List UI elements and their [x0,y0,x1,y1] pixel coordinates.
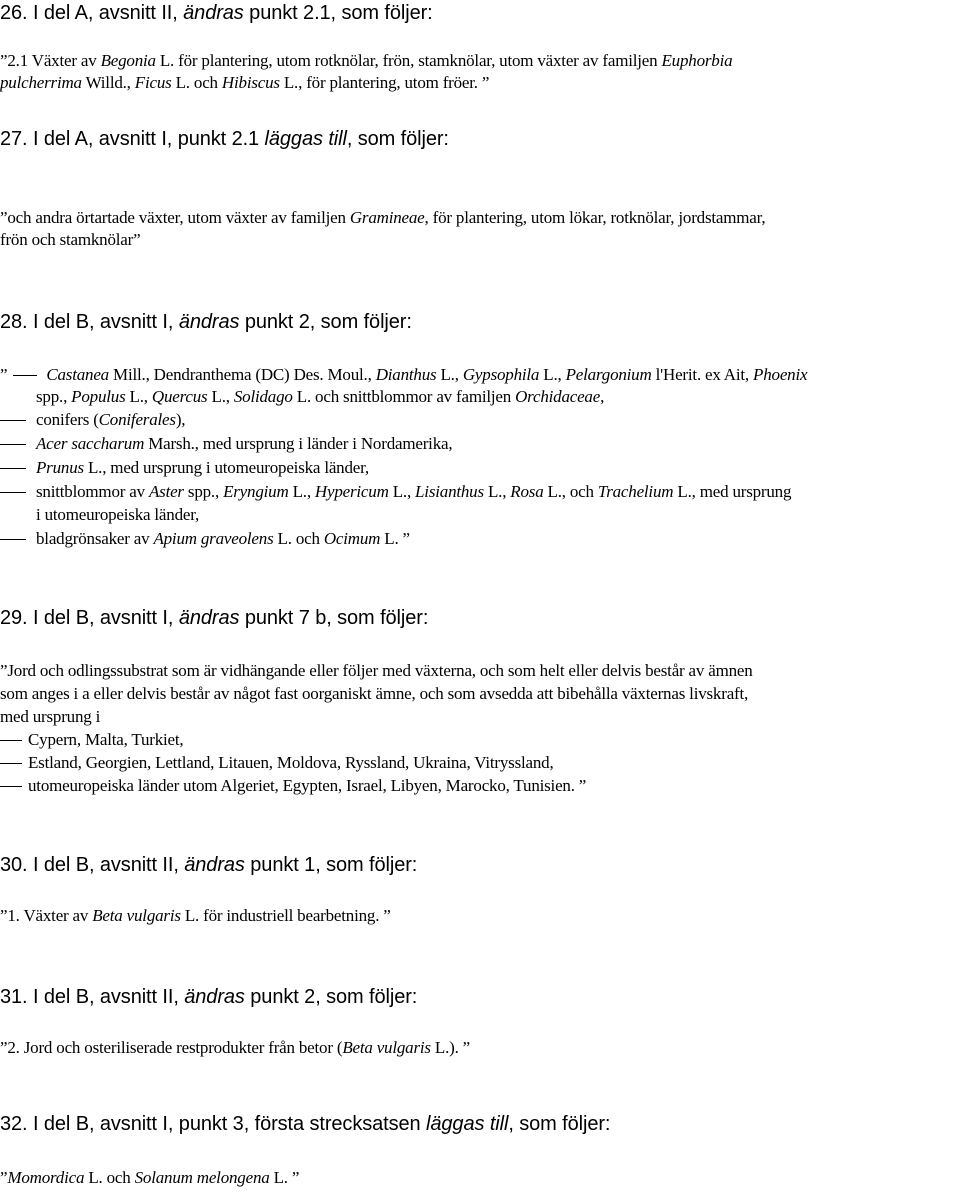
dash-mark [0,444,26,445]
section-31-heading: 31. I del B, avsnitt II, ändras punkt 2, som följer: [0,986,418,1008]
section-29-line-1: ”Jord och odlingssubstrat som är vidhängande eller följer med växterna, och som helt eller delvis består av ämnen [0,661,753,680]
dash-mark [0,492,26,493]
section-26-line-1: ”2.1 Växter av Begonia L. för plantering, utom rotknölar, frön, stamknölar, utom växter av familjen Euphorbia [0,51,733,70]
section-29-line-2: som anges i a eller delvis består av något fast oorganiskt ämne, och som avsedda att bibehålla växternas livskraft, [0,684,749,703]
section-26-line-2: pulcherrima Willd., Ficus L. och Hibiscus L., för plantering, utom fröer. ” [0,73,490,92]
section-29-dash-1: Cypern, Malta, Turkiet, [0,730,183,750]
section-30-heading: 30. I del B, avsnitt II, ändras punkt 1, som följer: [0,854,418,876]
section-28-item-5: snittblommor av Aster spp., Eryngium L., Hypericum L., Lisianthus L., Rosa L., och Trachelium L., med ursprung [0,482,791,502]
section-29-line-3: med ursprung i [0,707,101,726]
dash-mark [0,539,26,540]
section-28-item-6: bladgrönsaker av Apium graveolens L. och Ocimum L. ” [0,529,410,549]
section-28-item-4: Prunus L., med ursprung i utomeuropeiska länder, [0,458,369,478]
section-29-dash-3: utomeuropeiska länder utom Algeriet, Egypten, Israel, Libyen, Marocko, Tunisien. ” [0,776,586,796]
section-28-item-3: Acer saccharum Marsh., med ursprung i länder i Nordamerika, [0,434,452,454]
dash-mark [0,468,26,469]
section-27-line-2: frön och stamknölar” [0,230,141,249]
section-32-line: ”Momordica L. och Solanum melongena L. ” [0,1168,300,1187]
dash-mark [0,786,22,787]
section-28-heading: 28. I del B, avsnitt I, ändras punkt 2, som följer: [0,311,412,333]
section-28-item-1: ” Castanea Mill., Dendranthema (DC) Des. Moul., Dianthus L., Gypsophila L., Pelargonium l'Herit. ex Ait, Phoenix [0,365,808,384]
dash-mark [13,375,37,376]
section-27-line-1: ”och andra örtartade växter, utom växter av familjen Gramineae, för plantering, utom lökar, rotknölar, jordstammar, [0,208,766,227]
section-28-item-2: conifers (Coniferales), [0,410,185,430]
section-28-item-5-wrap: i utomeuropeiska länder, [36,505,200,524]
dash-mark [0,763,22,764]
section-29-heading: 29. I del B, avsnitt I, ändras punkt 7 b, som följer: [0,607,429,629]
section-32-heading: 32. I del B, avsnitt I, punkt 3, första strecksatsen läggas till, som följer: [0,1113,611,1135]
section-26-heading: 26. I del A, avsnitt II, ändras punkt 2.1, som följer: [0,2,433,24]
dash-mark [0,420,26,421]
section-27-heading: 27. I del A, avsnitt I, punkt 2.1 läggas till, som följer: [0,128,449,150]
section-29-dash-2: Estland, Georgien, Lettland, Litauen, Moldova, Ryssland, Ukraina, Vitryssland, [0,753,554,773]
section-31-line: ”2. Jord och osteriliserade restprodukter från betor (Beta vulgaris L.). ” [0,1038,470,1057]
section-30-line: ”1. Växter av Beta vulgaris L. för industriell bearbetning. ” [0,906,391,925]
section-28-item-1-wrap: spp., Populus L., Quercus L., Solidago L. och snittblommor av familjen Orchidaceae, [36,387,605,406]
dash-mark [0,740,22,741]
